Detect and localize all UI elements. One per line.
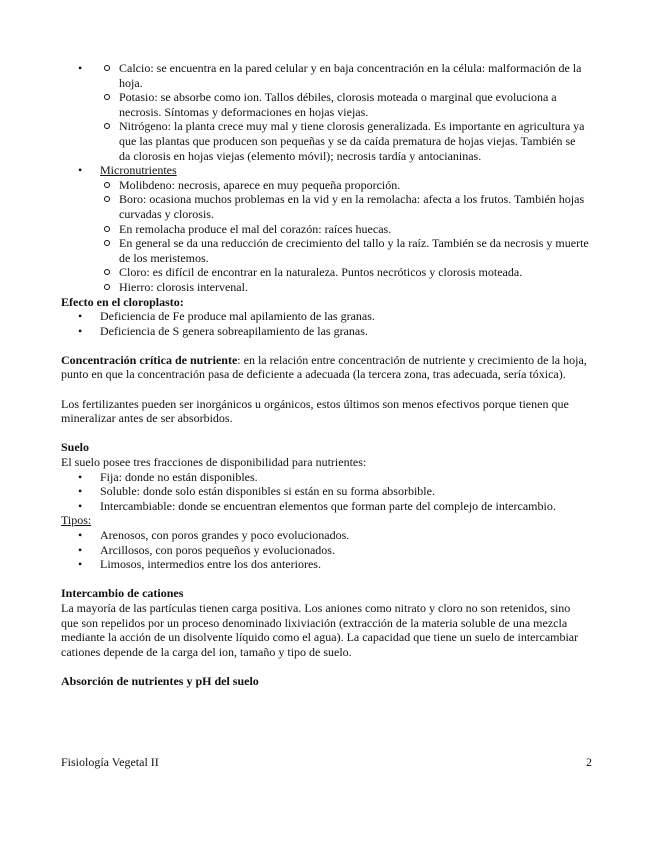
list-item-cloro: Cloro: es difícil de encontrar en la naturaleza. Puntos necróticos y clorosis moteada. [61, 265, 589, 280]
cloroplasto-heading-text: Efecto en el cloroplasto: [61, 294, 184, 309]
list-item-hierro: Hierro: clorosis intervenal. [61, 280, 589, 295]
spacer [61, 659, 589, 674]
list-item-intercambiable: • Intercambiable: donde se encuentran elementos que forman parte del complejo de intercambio. [61, 499, 589, 514]
macronutrients-continued [61, 61, 589, 163]
concentracion-text: : en la relación entre concentración de nutriente y crecimiento de la hoja, punto en que la concentración pasa de deficiente a adecuada (la tercera zona, tras adecuada, sería tóxica). [61, 352, 587, 382]
intercambio-heading-text: Intercambio de cationes [61, 586, 184, 601]
concentracion-paragraph [61, 353, 589, 382]
tipos-list [61, 528, 589, 572]
cloroplasto-heading [61, 295, 589, 310]
page-content [61, 61, 589, 689]
suelo-heading-text: Suelo [61, 440, 90, 455]
list-item-potasio: Potasio: se absorbe como ion. Tallos débiles, clorosis moteada o marginal que evoluciona a necrosis. Síntomas y deformaciones en hojas viejas. [61, 90, 589, 119]
list-item-nitrogeno: Nitrógeno: la planta crece muy mal y tiene clorosis generalizada. Es importante en agricultura ya que las plantas que producen son pequeñas y se da caída prematura de hojas viejas. También se da clorosis en hojas viejas (elemento móvil); necrosis tardía y antocianinas. [61, 119, 589, 163]
page-number: 2 [586, 755, 592, 769]
intercambio-heading [61, 586, 589, 601]
list-item-soluble: • Soluble: donde solo están disponibles si están en su forma absorbible. [61, 484, 589, 499]
list-item-molibdeno: Molibdeno: necrosis, aparece en muy pequeña proporción. [61, 178, 589, 193]
list-item-s: • Deficiencia de S genera sobreapilamiento de las granas. [61, 324, 589, 339]
fertilizantes-paragraph: Los fertilizantes pueden ser inorgánicos u orgánicos, estos últimos son menos efectivos porque tienen que mineralizar antes de ser absorbidos. [61, 396, 569, 426]
spacer [61, 572, 589, 587]
fracciones-list [61, 470, 589, 514]
list-item-arcillosos: • Arcillosos, con poros pequeños y evolucionados. [61, 543, 589, 558]
footer-title: Fisiología Vegetal II [61, 755, 159, 769]
micronutrients-sublist [61, 178, 589, 295]
absorcion-heading [61, 674, 589, 689]
suelo-intro: El suelo posee tres fracciones de disponibilidad para nutrientes: [61, 455, 367, 470]
list-item-calcio: • Calcio: se encuentra en la pared celular y en baja concentración en la célula: malformación de la hoja. [61, 61, 589, 90]
tipos-label: Tipos: [61, 513, 92, 528]
concentracion-term: Concentración crítica de nutriente [61, 352, 238, 367]
micronutrientes-label: Micronutrientes [100, 163, 177, 178]
list-item-limosos: • Limosos, intermedios entre los dos anteriores. [61, 557, 589, 572]
list-item-fe: • Deficiencia de Fe produce mal apilamiento de las granas. [61, 309, 589, 324]
spacer [61, 426, 589, 441]
cloroplasto-list [61, 309, 589, 338]
spacer [61, 338, 589, 353]
suelo-heading [61, 440, 589, 455]
intercambio-paragraph: La mayoría de las partículas tienen carga positiva. Los aniones como nitrato y cloro no son retenidos, sino que son repelidos por un proceso denominado lixiviación (extracción de la materia soluble de una mezcla mediante la acción de un disolvente líquido como el agua). La capacidad que tiene un suelo de intercambiar cationes depende de la carga del ion, tamaño y tipo de suelo. [61, 600, 579, 659]
list-item-arenosos: • Arenosos, con poros grandes y poco evolucionados. [61, 528, 589, 543]
tipos-label-line [61, 513, 589, 528]
list-item-boro: Boro: ocasiona muchos problemas en la vid y en la remolacha: afecta a los frutos. También hojas curvadas y clorosis. [61, 192, 589, 221]
list-item-general: En general se da una reducción de crecimiento del tallo y la raíz. También se da necrosis y muerte de los meristemos. [61, 236, 589, 265]
list-item-remolacha: En remolacha produce el mal del corazón: raíces huecas. [61, 222, 589, 237]
absorcion-heading-text: Absorción de nutrientes y pH del suelo [61, 673, 259, 688]
macronutrients-list [61, 61, 589, 295]
spacer [61, 382, 589, 397]
macronutrients-sublist [61, 61, 589, 163]
list-item-micronutrientes [61, 163, 589, 294]
list-item-fija: • Fija: donde no están disponibles. [61, 470, 589, 485]
